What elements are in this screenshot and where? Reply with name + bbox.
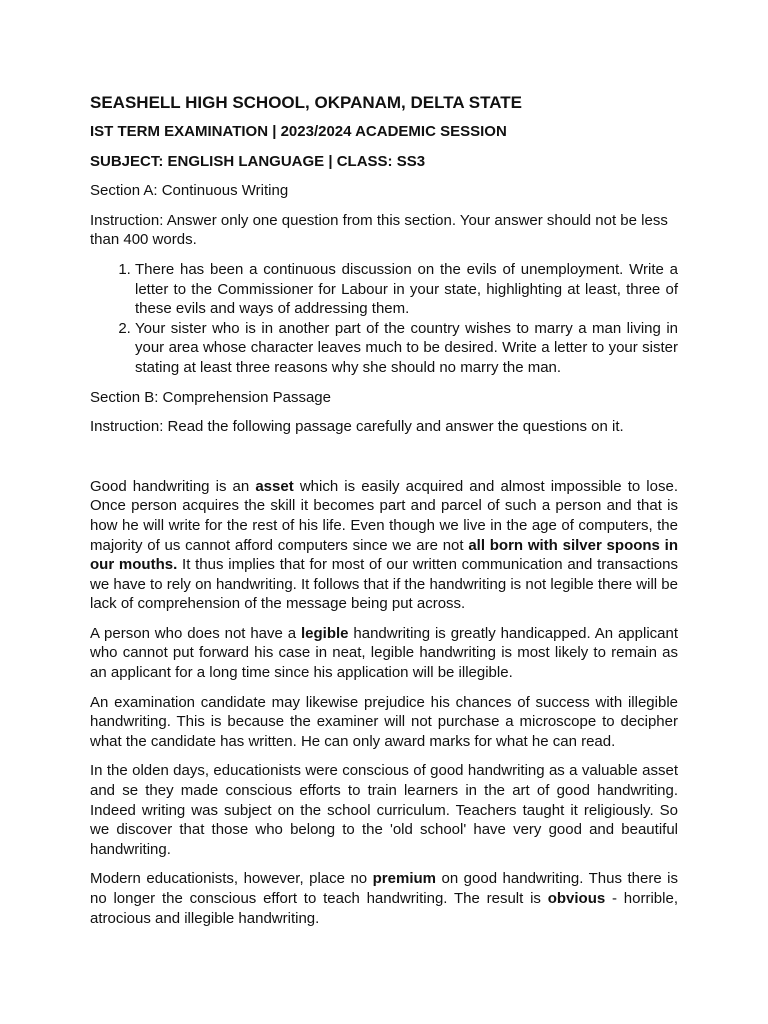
section-a-instruction: Instruction: Answer only one question from this section. Your answer should not be less than 400 words. [90,211,668,249]
passage-paragraph-2 [90,624,678,683]
passage-paragraph-4: In the olden days, educationists were conscious of good handwriting as a valuable asset and se they made conscious efforts to train learners in the art of good handwriting. Indeed writing was subject on the school curriculum. Teachers taught it religiously. So we discover that those who belong to the 'old school' have very good and beautiful handwriting. [90,762,678,858]
question-list [90,260,678,378]
bold-term: premium [372,870,436,888]
text-run: on good handwriting. Thus there is no longer the conscious effort to teach handwriting. The result is [90,870,678,907]
bold-term: asset [255,477,294,495]
section-b-instruction: Instruction: Read the following passage carefully and answer the questions on it. [90,418,624,436]
section-b-title: Section B: Comprehension Passage [90,388,331,406]
text-run: - horrible, atrocious and illegible handwriting. [90,890,678,927]
text-run: Good handwriting is an [90,477,256,495]
bold-term: obvious [547,890,606,907]
document-content [90,92,678,938]
bold-term: all born with silver spoons in our mouths. [90,536,678,574]
text-run: handwriting is greatly handicapped. An applicant who cannot put forward his case in neat, legible handwriting is most likely to remain as an applicant for a long time since his application will be illegible. [90,624,679,682]
passage-paragraph-3: An examination candidate may likewise prejudice his chances of success with illegible handwriting. This is because the examiner will not purchase a microscope to decipher what the candidate has written. He can only award marks for what he can read. [90,693,678,750]
bold-term: legible [300,624,349,642]
text-run: Modern educationists, however, place no [90,870,373,888]
question-item: 2. Your sister who is in another part of the country wishes to marry a man living in your area whose character leaves much to be desired. Write a letter to your sister stating at least three reasons why she should no marry the man. [135,319,678,378]
subject-heading: SUBJECT: ENGLISH LANGUAGE | CLASS: SS3 [90,152,426,170]
spacer [90,447,678,477]
text-run: It thus implies that for most of our written communication and transactions we have to rely on handwriting. It follows that if the handwriting is not legible there will be lack of comprehension of the message being put across. [90,556,678,613]
passage-paragraph-1 [90,477,678,614]
text-run: which is easily acquired and almost impossible to lose. Once person acquires the skill it becomes part and parcel of such a person and that is how he will write for the rest of his life. Even though we live in the age of computers, the majority of us cannot afford computers since we are not [90,477,678,554]
text-run: A person who does not have a [90,624,301,642]
school-title: SEASHELL HIGH SCHOOL, OKPANAM, DELTA STATE [90,93,522,112]
exam-heading: IST TERM EXAMINATION | 2023/2024 ACADEMIC SESSION [90,123,507,140]
section-a-title: Section A: Continuous Writing [90,182,289,200]
question-item: 1. There has been a continuous discussion on the evils of unemployment. Write a letter to the Commissioner for Labour in your state, highlighting at least, three of these evils and ways of addressing them. [135,260,678,319]
passage-paragraph-5 [90,869,678,928]
